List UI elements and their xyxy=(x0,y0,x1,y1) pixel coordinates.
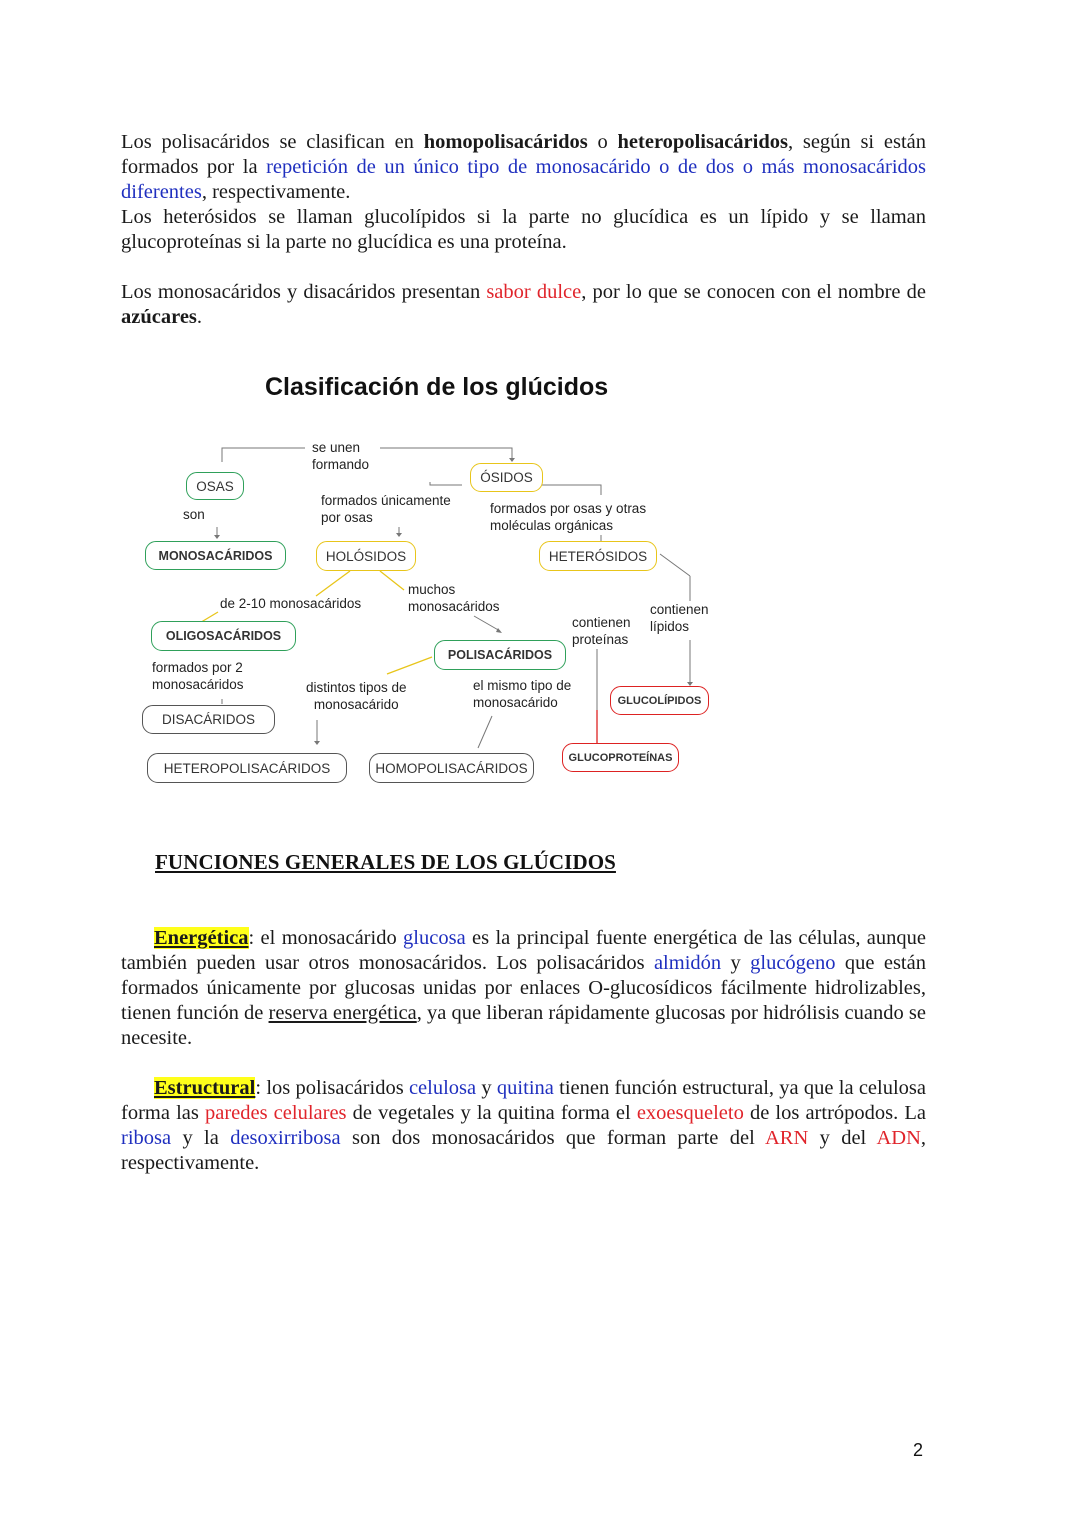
label-line: formando xyxy=(312,456,370,472)
paragraph-estructural xyxy=(121,1076,926,1176)
node-heteropolisacaridos xyxy=(147,753,347,783)
label-se-unen xyxy=(312,440,369,473)
connector-osidos-holosidos xyxy=(430,482,462,485)
text-run: , por lo que se conocen con el nombre de xyxy=(581,281,926,303)
text-run: , ya que liberan rápidamente glucosas por hidrólisis cuando se necesite. xyxy=(121,1002,926,1049)
label-line: el mismo tipo de xyxy=(473,678,572,693)
red-text: ADN xyxy=(876,1127,921,1149)
node-monosacaridos xyxy=(145,541,286,570)
underlined-text: reserva energética xyxy=(268,1002,417,1024)
label-line: muchos xyxy=(408,582,456,597)
label-contienen-lipidos xyxy=(650,602,709,635)
connector-holosidos-muchos xyxy=(380,571,404,590)
arrowhead-muchos xyxy=(496,628,502,633)
arrowhead-osidos xyxy=(509,458,515,462)
text-run: , según si están formados por la xyxy=(121,131,927,178)
node-label: OLIGOSACÁRIDOS xyxy=(165,629,282,643)
page-number: 2 xyxy=(913,1440,924,1460)
node-label: MONOSACÁRIDOS xyxy=(158,548,273,563)
highlighted-term: Energética xyxy=(154,927,249,949)
label-line: formados únicamente xyxy=(321,493,451,508)
label-line: proteínas xyxy=(572,631,629,647)
node-oligosacaridos xyxy=(151,621,296,651)
node-label: GLUCOPROTEÍNAS xyxy=(568,751,673,764)
label-formados-osas-otras xyxy=(490,501,646,534)
label-line: lípidos xyxy=(650,618,690,634)
text-run: tienen función estructural, ya que la celulosa forma las xyxy=(121,1077,926,1124)
text-run: de vegetales y la quitina forma el xyxy=(346,1102,637,1124)
text-run: : los polisacáridos xyxy=(255,1077,409,1099)
arrowhead-son xyxy=(214,535,220,539)
node-glucoproteinas xyxy=(562,743,679,772)
text-run: , respectivamente. xyxy=(201,181,351,203)
text-run: de los artrópodos. La xyxy=(743,1102,926,1124)
bold-term: heteropolisacáridos xyxy=(617,131,788,153)
blue-text: glucosa xyxy=(403,927,466,949)
node-label: OSAS xyxy=(196,478,234,494)
node-holosidos xyxy=(316,541,416,571)
label-distintos-tipos xyxy=(306,680,407,713)
red-text: ARN xyxy=(764,1127,809,1149)
node-heterosidos xyxy=(539,541,657,571)
label-mismo-tipo xyxy=(473,678,571,711)
label-line: distintos tipos de xyxy=(306,680,407,695)
text-run: . xyxy=(196,306,203,328)
label-line: se unen xyxy=(312,440,361,455)
node-polisacaridos xyxy=(434,640,566,670)
blue-text: repetición de un único tipo de monosacárido o de dos o más monosacáridos diferentes xyxy=(121,156,927,203)
node-glucolipidos xyxy=(610,686,709,715)
connector-holosidos-oligo xyxy=(316,571,350,596)
blue-text: almidón xyxy=(653,952,722,974)
label-son: son xyxy=(183,507,205,522)
node-osidos xyxy=(470,463,543,492)
label-line: monosacáridos xyxy=(408,598,500,614)
label-line: formados por osas y otras xyxy=(490,501,647,516)
paragraph-azucares xyxy=(121,280,926,330)
label-contienen-proteinas xyxy=(572,615,631,648)
red-text: sabor dulce xyxy=(486,281,582,303)
blue-text: glucógeno xyxy=(750,952,836,974)
label-line: contienen xyxy=(572,615,631,630)
highlighted-term: Estructural xyxy=(154,1077,256,1099)
connector-osidos-heterosidos xyxy=(540,485,601,495)
label-de-2-10: de 2-10 monosacáridos xyxy=(220,596,362,611)
node-label: DISACÁRIDOS xyxy=(161,712,256,727)
text-run: y la xyxy=(171,1127,231,1149)
label-line: monosacáridos xyxy=(152,676,244,692)
connector-osidos-top xyxy=(380,448,512,460)
text-run: y del xyxy=(808,1127,877,1149)
text-run: son dos monosacáridos que forman parte del xyxy=(340,1127,765,1149)
node-osas xyxy=(186,472,244,500)
label-line: monosacárido xyxy=(313,696,399,712)
node-disacaridos xyxy=(142,705,275,734)
red-text: paredes celulares xyxy=(204,1102,347,1124)
blue-text: ribosa xyxy=(121,1127,172,1149)
text-run: que están formados únicamente por glucosas unidas por enlaces O-glucosídicos fácilmente hidrolizables, tienen función de xyxy=(121,952,926,1024)
label-muchos xyxy=(408,582,500,615)
label-line: monosacárido xyxy=(473,694,558,710)
red-text: exoesqueleto xyxy=(636,1102,744,1124)
blue-text: quitina xyxy=(496,1077,554,1099)
label-line: formados por 2 xyxy=(152,660,243,675)
connector-muchos xyxy=(474,616,500,631)
node-label: HETERÓSIDOS xyxy=(548,548,648,564)
paragraph-heterosidos: Los heterósidos se llaman glucolípidos si la parte no glucídica es un lípido y se llaman glucoproteínas si la parte no glucídica es una proteína. xyxy=(121,206,926,253)
text-run: , respectivamente. xyxy=(121,1127,927,1174)
bold-term: azúcares xyxy=(121,306,197,328)
node-label: ÓSIDOS xyxy=(480,470,533,485)
text-run: es la principal fuente energética de las células, aunque también pueden usar otros monosacáridos. Los polisacáridos xyxy=(121,927,927,974)
node-label: HOMOPOLISACÁRIDOS xyxy=(375,760,528,776)
bold-term: homopolisacáridos xyxy=(423,131,588,153)
diagram-title: Clasificación de los glúcidos xyxy=(265,373,609,401)
connector-poli-distintos xyxy=(387,657,432,674)
text-run: Los polisacáridos se clasifican en xyxy=(121,131,424,153)
blue-text: celulosa xyxy=(408,1077,477,1099)
node-homopolisacaridos xyxy=(369,753,534,783)
node-label: HETEROPOLISACÁRIDOS xyxy=(163,760,331,776)
label-formados-unicamente xyxy=(321,493,451,526)
connector-heterosidos-right xyxy=(660,554,690,576)
arrowhead-por-osas xyxy=(396,533,402,537)
node-label: POLISACÁRIDOS xyxy=(447,648,553,662)
arrowhead-distintos xyxy=(314,741,320,745)
connector-mismo xyxy=(478,716,492,748)
paragraph-polisacaridos xyxy=(121,130,926,205)
connector-osas-top xyxy=(222,448,305,462)
text-run: o xyxy=(587,131,618,153)
text-run: y xyxy=(721,952,751,974)
section-heading: FUNCIONES GENERALES DE LOS GLÚCIDOS xyxy=(155,850,616,874)
label-line: contienen xyxy=(650,602,709,617)
blue-text: desoxirribosa xyxy=(230,1127,341,1149)
node-label: HOLÓSIDOS xyxy=(325,548,407,564)
node-label: GLUCOLÍPIDOS xyxy=(617,694,702,707)
text-run: Los monosacáridos y disacáridos presentan xyxy=(121,281,487,303)
label-line: moléculas orgánicas xyxy=(490,517,614,533)
paragraph-energetica xyxy=(121,926,926,1051)
label-line: por osas xyxy=(321,509,373,525)
text-run: : el monosacárido xyxy=(248,927,404,949)
text-run: y xyxy=(476,1077,497,1099)
label-formados-por-2 xyxy=(152,660,244,693)
